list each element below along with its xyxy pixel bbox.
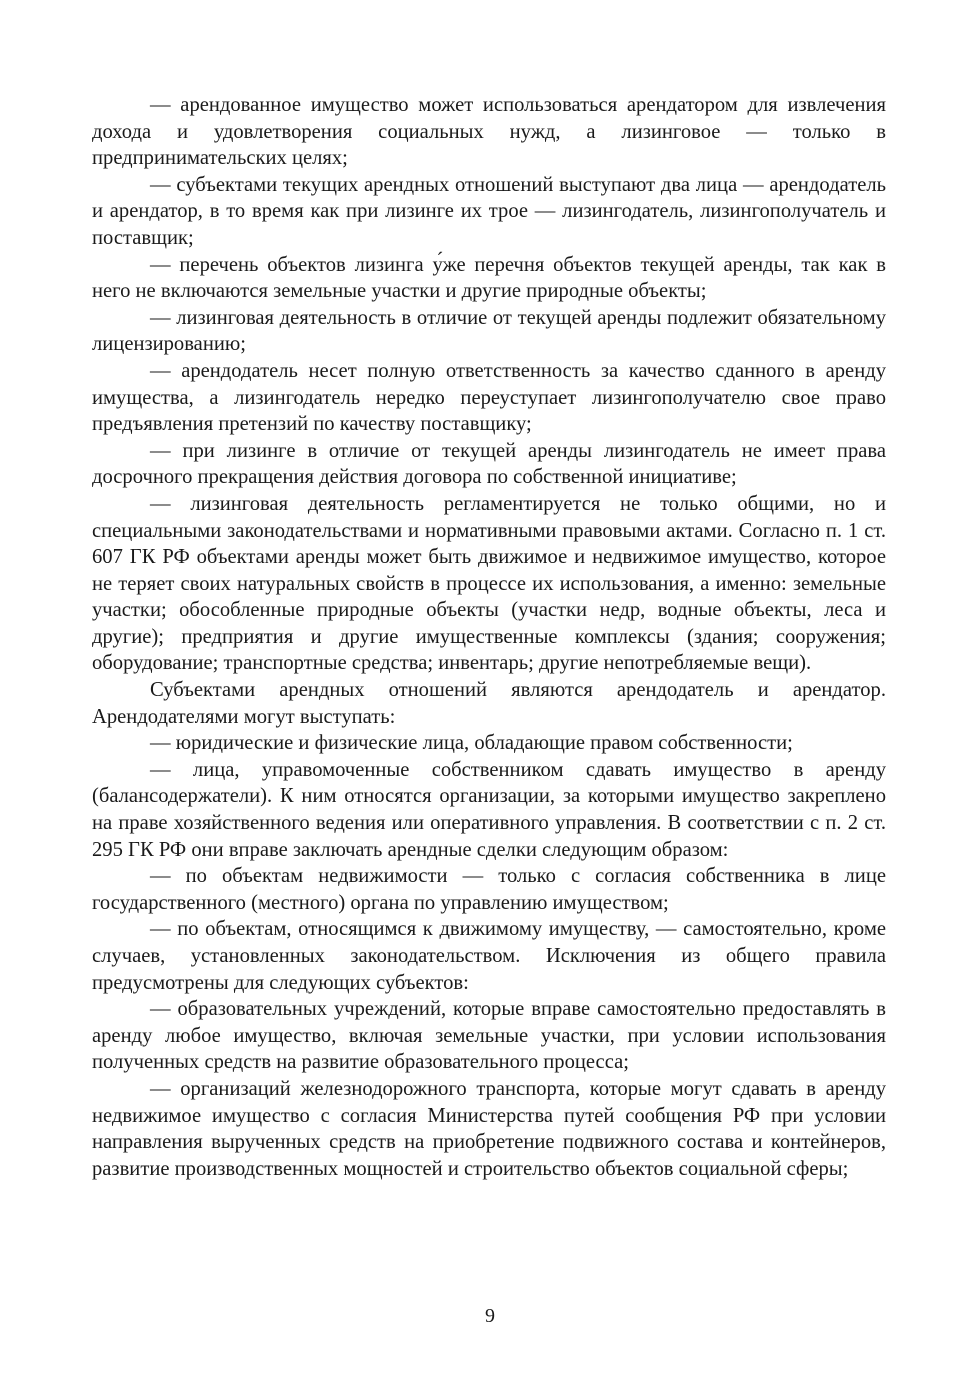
paragraph: — юридические и физические лица, обладающие правом собственности; (150, 732, 793, 755)
paragraph: — лизинговая деятельность в отличие от текущей аренды подлежит обязательному лицензированию; (92, 306, 886, 356)
paragraph: — лица, управомоченные собственником сдавать имущество в аренду (балансодержатели). К ним относятся организации, за которыми имущество закреплено на праве хозяйственного ведения или оперативного управления. В соответствии с п. 2 ст. 295 ГК РФ они вправе заключать арендные сделки следующим образом: (92, 758, 886, 861)
page-number: 9 (485, 1305, 495, 1327)
paragraph: — образовательных учреждений, которые вправе самостоятельно предоставлять в аренду любое имущество, включая земельные участки, при условии использования полученных средств на развитие образовательного процесса; (92, 998, 886, 1074)
paragraph: — при лизинге в отличие от текущей аренды лизингодатель не имеет права досрочного прекращения действия договора по собственной инициативе; (92, 439, 886, 489)
paragraph: — субъектами текущих арендных отношений выступают два лица — арендодатель и арендатор, в то время как при лизинге их трое — лизингодатель, лизингополучатель и поставщик; (92, 173, 886, 249)
paragraph: — арендованное имущество может использоваться арендатором для извлечения дохода и удовлетворения социальных нужд, а лизинговое — только в предпринимательских целях; (92, 94, 886, 170)
paragraph: — по объектам недвижимости — только с согласия собственника в лице государственного (местного) органа по управлению имуществом; (92, 865, 886, 914)
paragraph: Субъектами арендных отношений являются арендодатель и арендатор. Арендодателями могут выступать: (92, 679, 886, 728)
paragraph: — организаций железнодорожного транспорта, которые могут сдавать в аренду недвижимое имущество с согласия Министерства путей сообщения РФ при условии направления вырученных средств на приобретение подвижного состава и контейнеров, развитие производственных мощностей и строительство объектов социальной сферы; (92, 1077, 886, 1180)
paragraph: — арендодатель несет полную ответственность за качество сданного в аренду имущества, а лизингодатель нередко переуступает лизингополучателю свое право предъявления претензий по качеству поставщику; (92, 359, 886, 436)
paragraph: — по объектам, относящимся к движимому имуществу, — самостоятельно, кроме случаев, установленных законодательством. Исключения из общего правила предусмотрены для следующих субъектов: (92, 918, 886, 994)
document-body (92, 92, 886, 1182)
paragraph: — перечень объектов лизинга у́же перечня объектов текущей аренды, так как в него не включаются земельные участки и другие природные объекты; (92, 253, 886, 303)
paragraph: — лизинговая деятельность регламентируется не только общими, но и специальными законодательствами и нормативными правовыми актами. Согласно п. 1 ст. 607 ГК РФ объектами аренды может быть движимое и недвижимое имущество, которое не теряет своих натуральных свойств в процессе их использования, а именно: земельные участки; обособленные природные объекты (участки недр, водные объекты, леса и другие); предприятия и другие имущественные комплексы (здания; сооружения; оборудование; транспортные средства; инвентарь; другие непотребляемые вещи). (92, 492, 886, 675)
